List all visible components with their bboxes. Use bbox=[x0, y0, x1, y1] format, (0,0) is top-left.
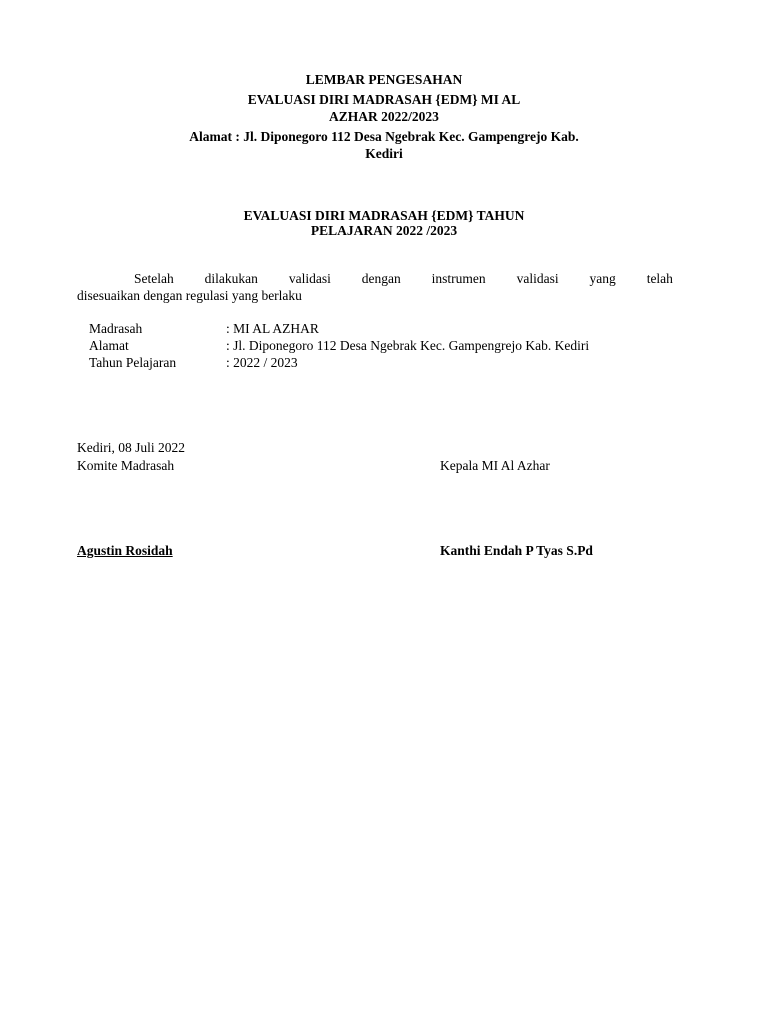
info-value: : 2022 / 2023 bbox=[226, 355, 298, 370]
intro-paragraph bbox=[77, 270, 673, 304]
left-signatory-role: Komite Madrasah bbox=[77, 458, 175, 473]
intro-word: yang bbox=[589, 271, 616, 286]
intro-paragraph-line2: disesuaikan dengan regulasi yang berlaku bbox=[77, 288, 302, 303]
info-label: Alamat bbox=[89, 338, 129, 353]
info-label: Tahun Pelajaran bbox=[89, 355, 177, 370]
intro-word: validasi bbox=[516, 271, 559, 286]
subtitle-line1: EVALUASI DIRI MADRASAH {EDM} TAHUN bbox=[243, 208, 525, 223]
title-edm-line2: AZHAR 2022/2023 bbox=[329, 109, 439, 124]
intro-word: instrumen bbox=[431, 271, 486, 286]
right-signatory-role: Kepala MI Al Azhar bbox=[440, 458, 550, 473]
left-signatory-name: Agustin Rosidah bbox=[77, 543, 173, 558]
intro-word: telah bbox=[646, 271, 673, 286]
intro-word: dilakukan bbox=[204, 271, 258, 286]
intro-word: validasi bbox=[288, 271, 331, 286]
info-row-alamat bbox=[89, 337, 589, 354]
intro-word: dengan bbox=[361, 271, 401, 286]
info-row-tahun-pelajaran bbox=[89, 354, 298, 371]
title-address-line2: Kediri bbox=[365, 146, 403, 161]
intro-paragraph-line1 bbox=[89, 270, 673, 287]
title-edm-line1: EVALUASI DIRI MADRASAH {EDM} MI AL bbox=[247, 92, 521, 107]
right-signatory-name: Kanthi Endah P Tyas S.Pd bbox=[440, 543, 593, 558]
title-address-line1: Alamat : Jl. Diponegoro 112 Desa Ngebrak Kec. Gampengrejo Kab. bbox=[189, 129, 579, 144]
info-label: Madrasah bbox=[89, 321, 143, 336]
intro-word: Setelah bbox=[134, 271, 174, 286]
info-value: : MI AL AZHAR bbox=[226, 321, 319, 336]
info-row-madrasah bbox=[89, 320, 319, 337]
subtitle-line2: PELAJARAN 2022 /2023 bbox=[310, 223, 458, 238]
place-date: Kediri, 08 Juli 2022 bbox=[77, 440, 185, 455]
title-lembar-pengesahan: LEMBAR PENGESAHAN bbox=[305, 72, 463, 87]
info-value: : Jl. Diponegoro 112 Desa Ngebrak Kec. Gampengrejo Kab. Kediri bbox=[226, 338, 590, 353]
